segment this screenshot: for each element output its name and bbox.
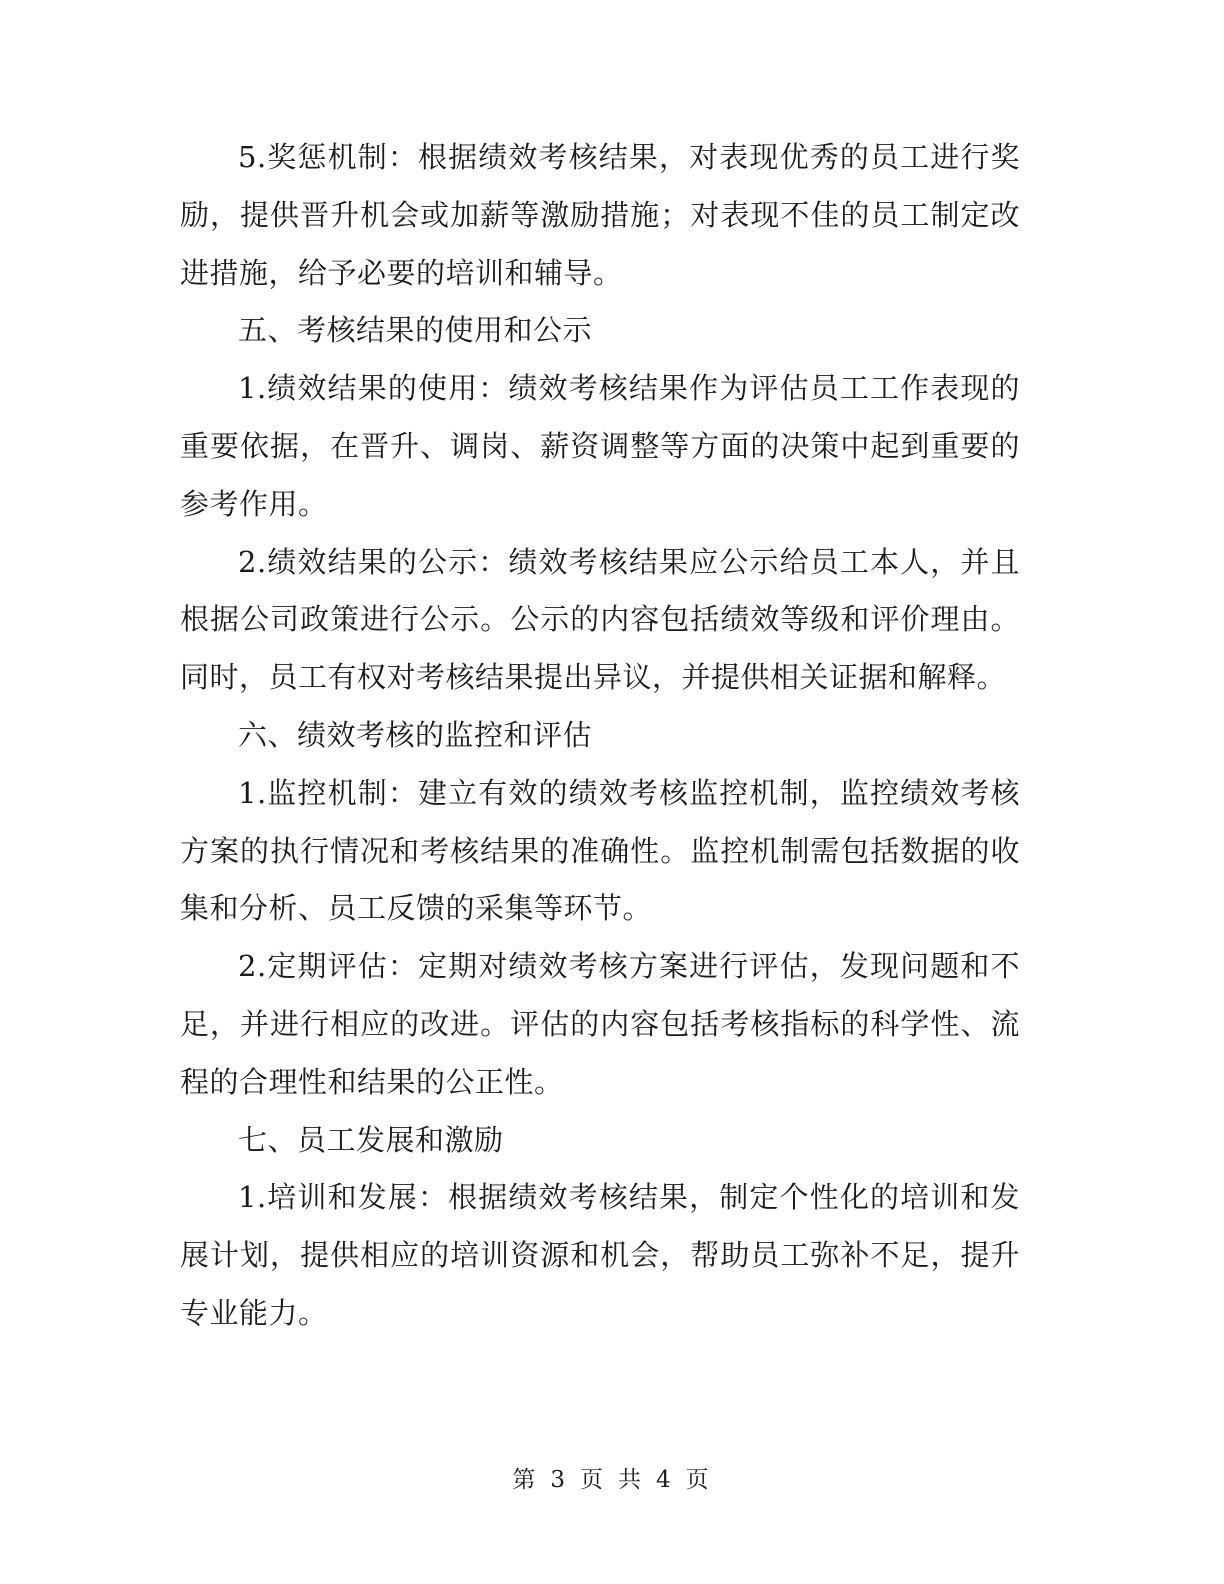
heading-section-6: 六、绩效考核的监控和评估 — [238, 717, 593, 752]
paragraph-monitoring: 1.监控机制：建立有效的绩效考核监控机制，监控绩效考核方案的执行情况和考核结果的准确性。监控机制需包括数据的收集和分析、员工反馈的采集等环节。 — [180, 775, 1020, 926]
paragraph-periodic-evaluation: 2.定期评估：定期对绩效考核方案进行评估，发现问题和不足，并进行相应的改进。评估的内容包括考核指标的科学性、流程的合理性和结果的公正性。 — [180, 949, 1020, 1099]
heading-section-7: 七、员工发展和激励 — [238, 1122, 504, 1157]
total-label: 共 — [618, 1467, 644, 1493]
page-label-prefix: 第 — [512, 1467, 539, 1493]
document-body — [180, 129, 1020, 1343]
total-pages-number: 4 — [656, 1467, 674, 1493]
page-footer — [0, 1461, 1224, 1494]
paragraph-result-usage: 1.绩效结果的使用：绩效考核结果作为评估员工工作表现的重要依据，在晋升、调岗、薪资调整等方面的决策中起到重要的参考作用。 — [180, 371, 1020, 521]
page-label-mid: 页 — [580, 1467, 606, 1493]
current-page-number: 3 — [550, 1467, 568, 1493]
paragraph-result-publicity: 2.绩效结果的公示：绩效考核结果应公示给员工本人，并且根据公司政策进行公示。公示的内容包括绩效等级和评价理由。同时，员工有权对考核结果提出异议，并提供相关证据和解释。 — [180, 544, 1020, 695]
heading-section-5: 五、考核结果的使用和公示 — [238, 313, 593, 348]
paragraph-training-development: 1.培训和发展：根据绩效考核结果，制定个性化的培训和发展计划，提供相应的培训资源和机会，帮助员工弥补不足，提升专业能力。 — [180, 1180, 1020, 1330]
paragraph-reward-punishment: 5.奖惩机制：根据绩效考核结果，对表现优秀的员工进行奖励，提供晋升机会或加薪等激励措施；对表现不佳的员工制定改进措施，给予必要的培训和辅导。 — [180, 140, 1020, 290]
page-label-suffix: 页 — [685, 1467, 712, 1493]
